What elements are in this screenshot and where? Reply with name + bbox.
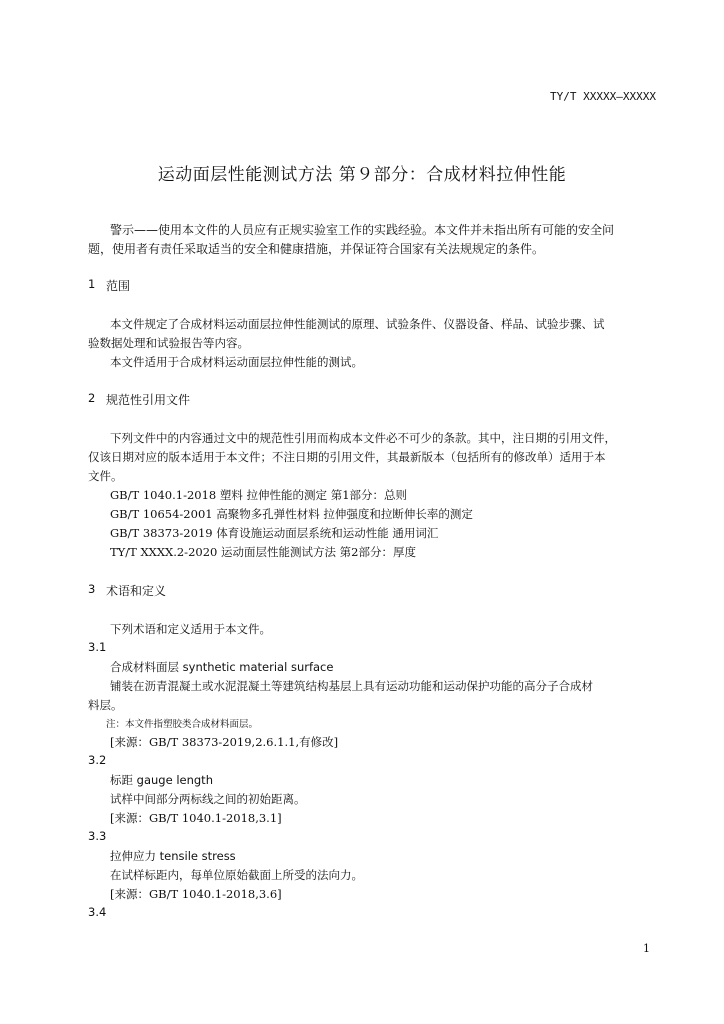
term-3-3-source: [来源：GB/T 1040.1-2018,3.6] [110, 887, 282, 901]
scope-paragraph-line-2: 验数据处理和试验报告等内容。 [88, 336, 249, 350]
term-3-1-note: 注：本文件指塑胶类合成材料面层。 [106, 719, 259, 730]
term-3-1-definition-line-1: 铺装在沥青混凝土或水泥混凝土等建筑结构基层上具有运动功能和运动保护功能的高分子合成材 [110, 679, 593, 693]
term-3-1-source: [来源：GB/T 38373-2019,2.6.1.1,有修改] [110, 735, 339, 749]
section-2-number: 2 [88, 391, 96, 405]
page-title: 运动面层性能测试方法 第９部分：合成材料拉伸性能 [157, 165, 567, 185]
section-2-heading: 规范性引用文件 [106, 393, 191, 407]
term-3-1-definition-line-2: 料层。 [88, 698, 123, 712]
term-3-2-source: [来源：GB/T 1040.1-2018,3.1] [110, 811, 282, 825]
references-intro-line-1: 下列文件中的内容通过文中的规范性引用而构成本文件必不可少的条款。其中，注日期的引用文件， [110, 431, 616, 445]
section-3-heading: 术语和定义 [106, 584, 167, 598]
reference-item: TY/T XXXX.2-2020 运动面层性能测试方法 第2部分：厚度 [110, 545, 416, 559]
term-3-4-number: 3.4 [88, 905, 107, 919]
references-intro-line-2: 仅该日期对应的版本适用于本文件；不注日期的引用文件，其最新版本（包括所有的修改单）适用于本 [88, 450, 606, 464]
terms-intro: 下列术语和定义适用于本文件。 [110, 622, 271, 636]
term-3-2-definition: 试样中间部分两标线之间的初始距离。 [110, 792, 306, 806]
section-1-number: 1 [88, 277, 96, 291]
reference-item: GB/T 38373-2019 体育设施运动面层系统和运动性能 通用词汇 [110, 526, 439, 540]
term-3-2-title: 标距 gauge length [110, 773, 213, 787]
references-intro-line-3: 文件。 [88, 469, 123, 483]
reference-item: GB/T 10654-2001 高聚物多孔弹性材料 拉伸强度和拉断伸长率的测定 [110, 507, 473, 521]
section-3-number: 3 [88, 582, 96, 596]
term-3-1-title: 合成材料面层 synthetic material surface [110, 660, 334, 674]
document-code: TY/T XXXXX—XXXXX [550, 90, 656, 103]
term-3-1-number: 3.1 [88, 640, 107, 654]
term-3-3-definition: 在试样标距内，每单位原始截面上所受的法向力。 [110, 868, 363, 882]
page-number: 1 [643, 942, 650, 955]
scope-paragraph-line-1: 本文件规定了合成材料运动面层拉伸性能测试的原理、试验条件、仪器设备、样品、试验步骤、试 [110, 317, 605, 331]
section-1-heading: 范围 [106, 279, 131, 293]
term-3-3-number: 3.3 [88, 829, 107, 843]
reference-item: GB/T 1040.1-2018 塑料 拉伸性能的测定 第1部分：总则 [110, 488, 408, 502]
warning-line-2: 题，使用者有责任采取适当的安全和健康措施，并保证符合国家有关法规规定的条件。 [88, 242, 545, 256]
warning-line-1: 警示——使用本文件的人员应有正规实验室工作的实践经验。本文件并未指出所有可能的安全问 [110, 223, 615, 237]
term-3-2-number: 3.2 [88, 753, 107, 767]
term-3-3-title: 拉伸应力 tensile stress [110, 849, 236, 863]
scope-paragraph-2: 本文件适用于合成材料运动面层拉伸性能的测试。 [110, 355, 363, 369]
